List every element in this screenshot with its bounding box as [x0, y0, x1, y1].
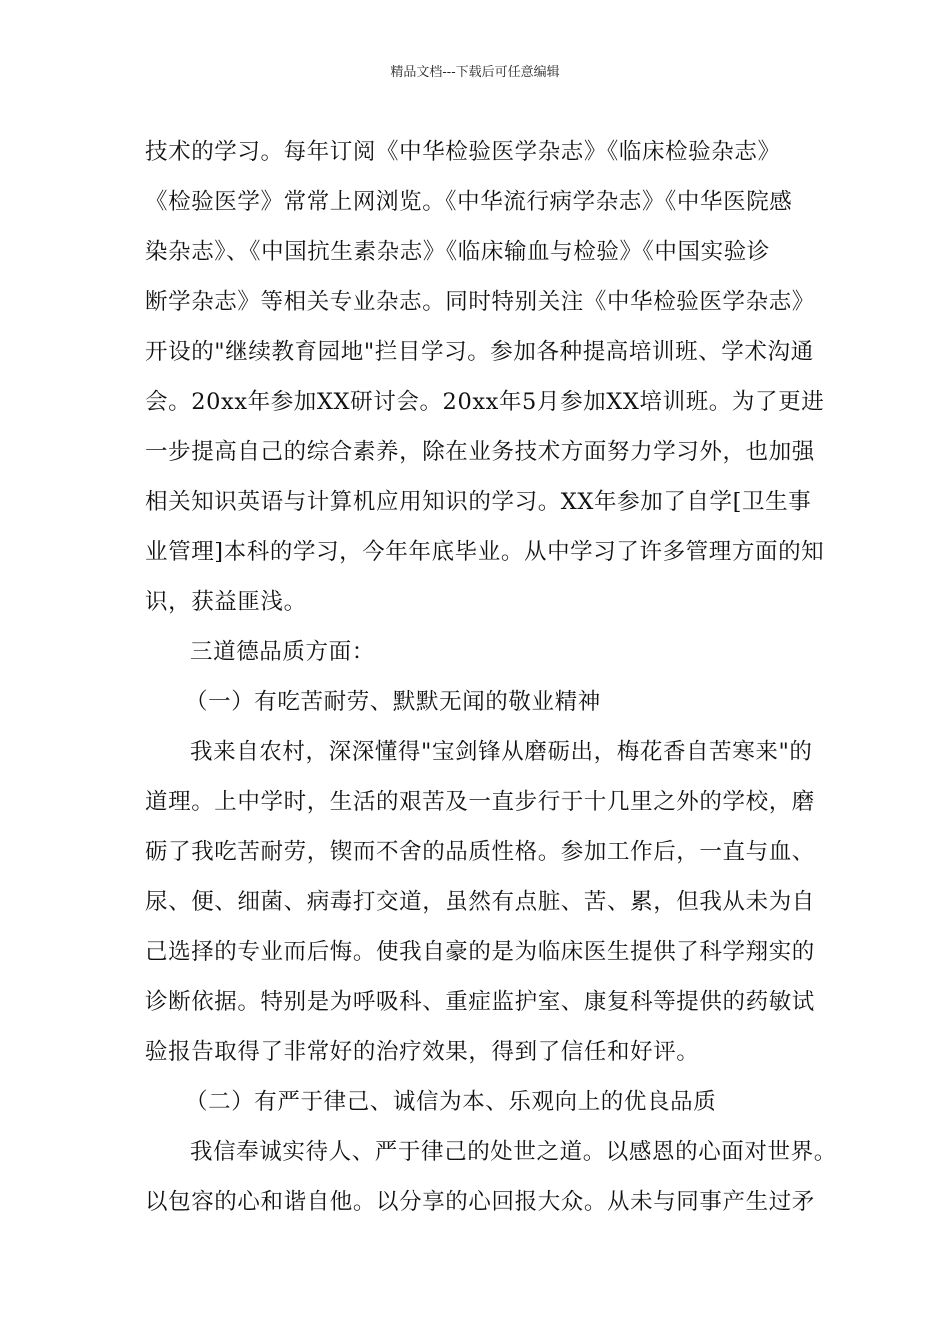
subsection-heading: （二）有严于律己、诚信为本、乐观向上的优良品质 — [185, 1089, 717, 1115]
section-heading: 三道德品质方面： — [190, 639, 375, 665]
text-line: 会。20xx年参加XX研讨会。20xx年5月参加XX培训班。为了更进 — [145, 389, 825, 415]
document-body — [145, 127, 837, 1227]
text-line: 《检验医学》常常上网浏览。《中华流行病学杂志》《中华医院感 — [145, 189, 793, 215]
text-line: 断学杂志》等相关专业杂志。同时特别关注《中华检验医学杂志》 — [145, 289, 815, 315]
text-line: 验报告取得了非常好的治疗效果，得到了信任和好评。 — [145, 1039, 700, 1065]
text-line: 己选择的专业而后悔。使我自豪的是为临床医生提供了科学翔实的 — [145, 939, 815, 965]
text-line: 以包容的心和谐自他。以分享的心回报大众。从未与同事产生过矛 — [145, 1189, 815, 1215]
text-line: 砺了我吃苦耐劳，锲而不舍的品质性格。参加工作后，一直与血、 — [145, 839, 815, 865]
text-line: 诊断依据。特别是为呼吸科、重症监护室、康复科等提供的药敏试 — [145, 989, 815, 1015]
text-line: 一步提高自己的综合素养，除在业务技术方面努力学习外，也加强 — [145, 439, 815, 465]
text-line: 相关知识英语与计算机应用知识的学习。XX年参加了自学[卫生事 — [145, 489, 812, 515]
text-line: 道理。上中学时，生活的艰苦及一直步行于十几里之外的学校，磨 — [145, 789, 815, 815]
text-line: 开设的"继续教育园地"拦目学习。参加各种提高培训班、学术沟通 — [145, 339, 814, 365]
text-line: 尿、便、细菌、病毒打交道，虽然有点脏、苦、累，但我从未为自 — [145, 889, 815, 915]
text-line: 业管理]本科的学习，今年年底毕业。从中学习了许多管理方面的知 — [145, 539, 825, 565]
text-line: 染杂志》、《中国抗生素杂志》《临床输血与检验》《中国实验诊 — [145, 239, 770, 265]
text-line: 我来自农村，深深懂得"宝剑锋从磨砺出，梅花香自苦寒来"的 — [190, 739, 813, 765]
page-header: 精品文档---下载后可任意编辑 — [390, 65, 560, 80]
text-line: 我信奉诚实待人、严于律己的处世之道。以感恩的心面对世界。 — [190, 1139, 837, 1165]
text-line: 技术的学习。每年订阅《中华检验医学杂志》《临床检验杂志》 — [145, 139, 781, 165]
text-line: 识，获益匪浅。 — [145, 589, 307, 615]
subsection-heading: （一）有吃苦耐劳、默默无闻的敬业精神 — [185, 689, 601, 715]
